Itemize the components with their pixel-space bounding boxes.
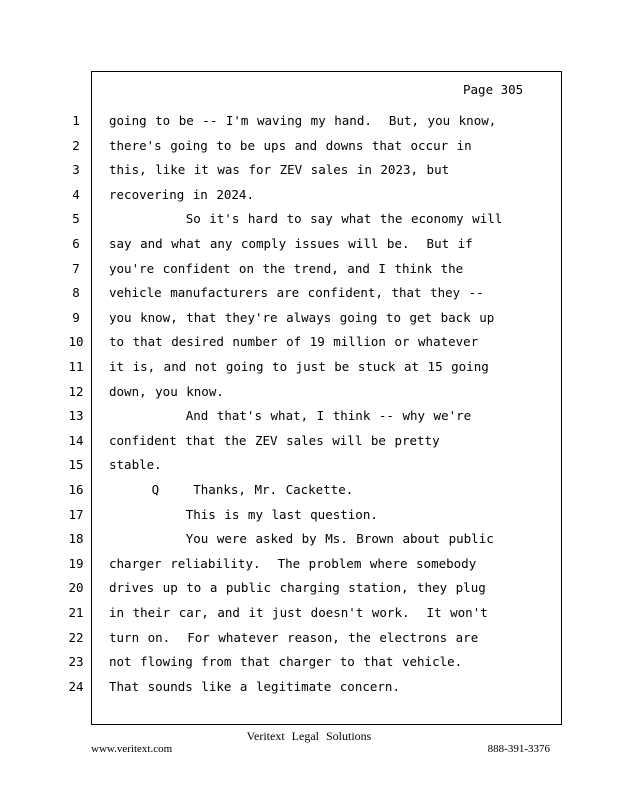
transcript-line: That sounds like a legitimate concern. xyxy=(109,678,400,694)
footer-company: Veritext Legal Solutions xyxy=(246,729,372,743)
line-number: 4 xyxy=(72,186,80,202)
footer-phone: 888-391-3376 xyxy=(487,743,550,755)
line-number: 3 xyxy=(72,162,80,178)
line-number: 13 xyxy=(68,408,84,424)
footer-website: www.veritext.com xyxy=(91,743,173,755)
transcript-line: stable. xyxy=(109,457,162,473)
transcript-line: in their car, and it just doesn't work. It won't xyxy=(109,605,488,620)
line-number: 2 xyxy=(72,137,80,153)
line-number: 7 xyxy=(72,260,80,276)
line-number: 16 xyxy=(68,482,84,497)
transcript-line: it is, and not going to just be stuck at 15 going xyxy=(109,359,489,374)
line-number: 8 xyxy=(72,285,80,301)
line-number: 17 xyxy=(68,506,84,522)
line-number: 9 xyxy=(72,309,80,325)
line-number: 14 xyxy=(68,432,84,448)
line-number: 21 xyxy=(68,605,84,620)
line-number: 19 xyxy=(68,555,84,571)
transcript-line: say and what any comply issues will be. But if xyxy=(109,236,473,251)
transcript-line: Q Thanks, Mr. Cackette. xyxy=(109,482,354,497)
transcript-line: And that's what, I think -- why we're xyxy=(109,408,472,424)
transcript-line: this, like it was for ZEV sales in 2023, but xyxy=(109,162,450,178)
transcript-line: charger reliability. The problem where somebody xyxy=(109,555,477,571)
transcript-line: not flowing from that charger to that vehicle. xyxy=(109,654,463,670)
transcript-line: down, you know. xyxy=(109,383,224,399)
line-number: 18 xyxy=(68,531,84,547)
transcript-line: there's going to be ups and downs that occur in xyxy=(109,137,472,153)
transcript-line: So it's hard to say what the economy will xyxy=(109,211,503,227)
line-number: 10 xyxy=(68,334,84,350)
transcript-line: vehicle manufacturers are confident, that they -- xyxy=(109,285,484,301)
transcript-line: recovering in 2024. xyxy=(109,186,254,202)
line-number: 24 xyxy=(68,678,84,694)
line-number: 1 xyxy=(72,113,80,128)
transcript-line: confident that the ZEV sales will be pretty xyxy=(109,432,440,448)
line-number: 12 xyxy=(68,383,84,399)
line-number: 20 xyxy=(68,580,84,596)
line-number: 11 xyxy=(68,359,84,374)
page-number: Page 305 xyxy=(463,82,524,97)
transcript-line: you're confident on the trend, and I think the xyxy=(109,260,464,276)
line-number: 5 xyxy=(72,211,80,227)
transcript-line: You were asked by Ms. Brown about public xyxy=(109,531,494,547)
line-number: 23 xyxy=(68,654,84,670)
transcript-line: to that desired number of 19 million or whatever xyxy=(109,334,479,350)
line-number: 6 xyxy=(72,236,80,251)
transcript-line: turn on. For whatever reason, the electrons are xyxy=(109,629,479,645)
transcript-line: going to be -- I'm waving my hand. But, you know, xyxy=(109,113,497,128)
transcript-line: drives up to a public charging station, they plug xyxy=(109,580,486,596)
transcript-line: you know, that they're always going to get back up xyxy=(109,309,495,325)
transcript-line: This is my last question. xyxy=(109,506,378,522)
line-number: 22 xyxy=(68,629,84,645)
line-number: 15 xyxy=(68,457,84,473)
